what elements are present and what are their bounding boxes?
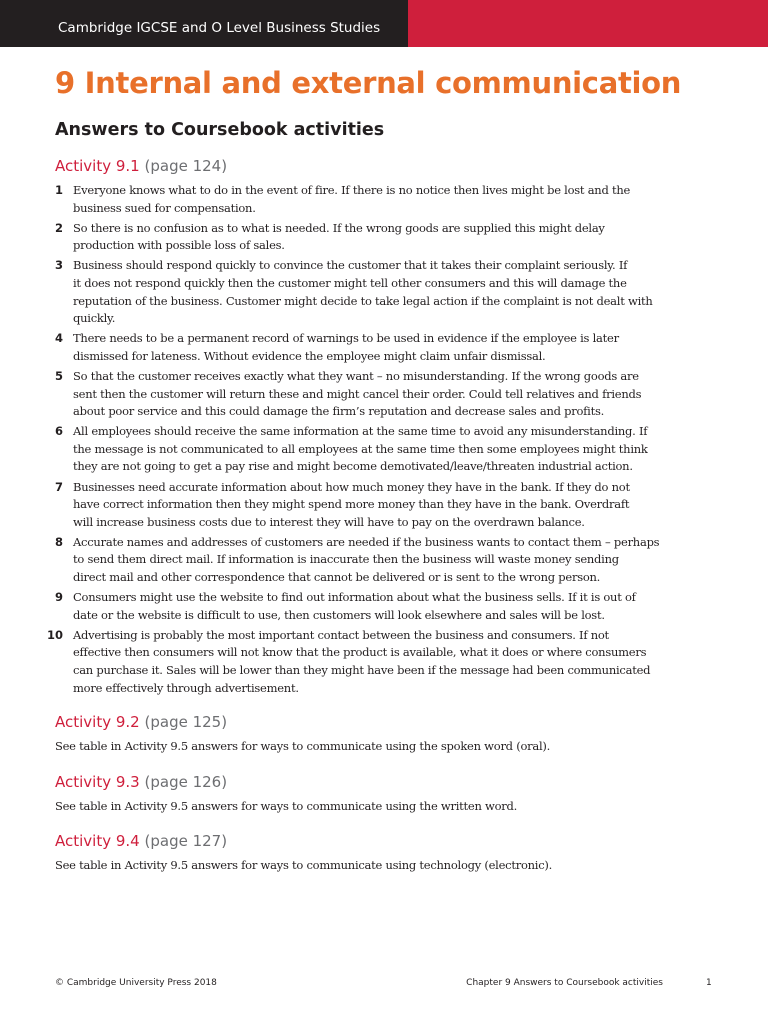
activity-heading	[55, 771, 768, 793]
item-text-line: business sued for compensation.	[73, 200, 256, 215]
item-text-line: Consumers might use the website to find out information about what the business sells. If it is out of	[73, 590, 636, 605]
list-item	[0, 257, 713, 327]
item-number: 8	[54, 534, 63, 549]
item-text-line: will increase business costs due to interest they will have to pay on the overdrawn balance.	[73, 514, 585, 529]
list-item	[0, 182, 713, 217]
activity-page-ref: (page 126)	[144, 772, 228, 791]
item-text-line: dismissed for lateness. Without evidence the employee might claim unfair dismissal.	[73, 348, 546, 363]
section-subtitle: Answers to Coursebook activities	[55, 120, 385, 140]
activity-name: Activity 9.3	[55, 772, 140, 791]
item-text-line: reputation of the business. Customer might decide to take legal action if the complaint is not dealt with	[73, 293, 653, 308]
item-number: 5	[54, 368, 63, 383]
item-text-line: Everyone knows what to do in the event of fire. If there is no notice then lives might be lost and the	[73, 183, 631, 197]
item-text-line: they are not going to get a pay rise and might become demotivated/leave/threaten industrial action.	[73, 459, 633, 474]
activity-name: Activity 9.2	[55, 713, 140, 732]
item-text-line: Businesses need accurate information about how much money they have in the bank. If they do not	[73, 479, 630, 494]
item-text-line: it does not respond quickly then the customer might tell other consumers and this will damage the	[73, 275, 627, 290]
item-text-line: the message is not communicated to all employees at the same time then some employees might think	[73, 441, 648, 456]
item-text-line: have correct information then they might spend more money than they have in the bank. Overdraft	[73, 497, 630, 512]
item-text-line: Business should respond quickly to convince the customer that it takes their complaint seriously. If	[73, 258, 628, 273]
item-text-line: date or the website is difficult to use, then customers will look elsewhere and sales will be lost.	[73, 607, 605, 622]
activity-answer: See table in Activity 9.5 answers for ways to communicate using the spoken word (oral).	[55, 739, 551, 754]
item-text-line: Accurate names and addresses of customers are needed if the business wants to contact them – perhaps	[73, 534, 660, 549]
item-text-line: All employees should receive the same information at the same time to avoid any misunderstanding. If	[73, 424, 648, 439]
item-text-line: more effectively through advertisement.	[73, 680, 299, 695]
item-text-line: Advertising is probably the most important contact between the business and consumers. If not	[73, 627, 609, 642]
activity-answer: See table in Activity 9.5 answers for ways to communicate using technology (electronic).	[55, 858, 553, 873]
item-number: 6	[54, 424, 63, 439]
activity-page-ref: (page 125)	[144, 713, 228, 732]
list-item	[0, 479, 713, 532]
item-number: 9	[54, 590, 63, 605]
item-text-line: direct mail and other correspondence that cannot be delivered or is sent to the wrong person.	[73, 569, 601, 584]
item-text-line: quickly.	[73, 311, 116, 326]
page-footer	[0, 976, 768, 992]
item-number: 7	[54, 479, 63, 494]
footer-chapter-label: Chapter 9 Answers to Coursebook activities	[466, 978, 663, 988]
page-header	[0, 0, 768, 47]
copyright-notice: © Cambridge University Press 2018	[55, 978, 217, 988]
list-item	[0, 220, 713, 255]
activity-name: Activity 9.4	[55, 832, 140, 851]
item-text-line: about poor service and this could damage the firm’s reputation and decrease sales and profits.	[73, 404, 605, 419]
item-number: 1	[54, 183, 63, 197]
activity-name: Activity 9.1	[55, 157, 140, 175]
activity-page-ref: (page 127)	[144, 832, 228, 851]
activity-answer: See table in Activity 9.5 answers for ways to communicate using the written word.	[55, 798, 518, 813]
list-item	[0, 330, 713, 365]
activity-heading	[55, 711, 768, 733]
content-area	[0, 155, 768, 890]
item-number: 4	[54, 331, 63, 346]
list-item	[0, 423, 713, 476]
item-number: 10	[46, 627, 63, 642]
header-red-band	[408, 0, 768, 47]
item-text-line: So that the customer receives exactly what they want – no misunderstanding. If the wrong goods are	[73, 368, 639, 383]
item-number: 2	[54, 220, 63, 235]
page-number: 1	[706, 978, 712, 988]
list-item	[0, 534, 713, 587]
activity-heading	[55, 155, 768, 177]
item-text-line: to send them direct mail. If information is inaccurate then the business will waste money sending	[73, 552, 619, 567]
item-text-line: effective then consumers will not know that the product is available, what it does or where consumers	[73, 645, 647, 660]
answer-list	[0, 182, 768, 697]
activity-heading	[55, 830, 768, 852]
item-text-line: sent then the customer will return these and might cancel their order. Could tell relatives and friends	[73, 386, 642, 401]
item-text-line: There needs to be a permanent record of warnings to be used in evidence if the employee is later	[73, 331, 619, 346]
item-text-line: production with possible loss of sales.	[73, 238, 285, 253]
list-item	[0, 368, 713, 421]
chapter-title: 9 Internal and external communication	[55, 66, 682, 100]
item-text-line: can purchase it. Sales will be lower than they might have been if the message had been communicated	[73, 662, 651, 677]
list-item	[0, 627, 713, 697]
list-item	[0, 589, 713, 624]
item-text-line: So there is no confusion as to what is needed. If the wrong goods are supplied this might delay	[73, 220, 605, 235]
activity-page-ref: (page 124)	[144, 157, 228, 175]
book-title: Cambridge IGCSE and O Level Business Studies	[58, 20, 381, 36]
item-number: 3	[54, 258, 63, 273]
